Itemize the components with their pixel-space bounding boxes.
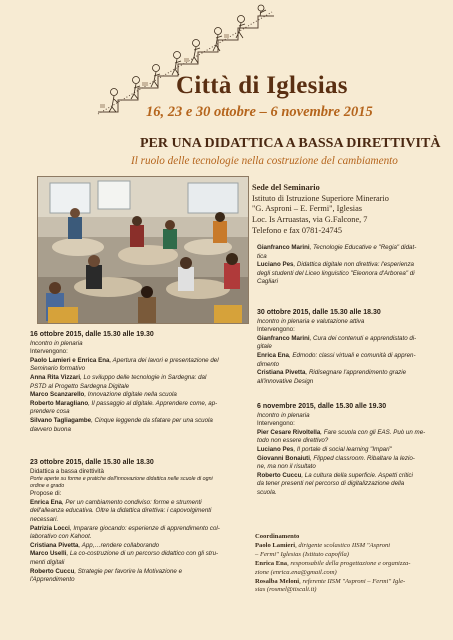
talk-title: ne, ma non il risultato <box>257 463 316 471</box>
speaker-name: Silvano Tagliagambe <box>30 416 92 424</box>
coordinator-role: , responsabile della progettazione e organizza- <box>287 559 411 567</box>
talk-title: menti digitali <box>30 558 65 566</box>
talk-title: , Fare scuola con gli EAS. Può un me- <box>320 428 426 436</box>
session-subtitle: Propose di: <box>30 490 62 498</box>
talk-title: todo non essere direttivo? <box>257 437 329 445</box>
speaker-name: Roberto Cuccu <box>257 471 302 479</box>
talk-title: dimento <box>257 360 280 368</box>
coordinator-role: , dirigente scolastico IISM "Asproni <box>295 541 391 549</box>
talk-title: Cagliari <box>257 278 278 286</box>
talk-title: , Il portale di social learning "Impari" <box>293 445 392 453</box>
talk-title: tica <box>257 252 267 260</box>
talk-title: , Cinque leggende da sfatare per una scuola <box>91 416 213 424</box>
talk-title: prendere cosa <box>30 408 70 416</box>
session-oct23 <box>30 459 245 585</box>
speaker-name: Cristiana Pivetta <box>30 541 79 549</box>
talk-title: PSTD al Progetto Sardegna Digitale <box>30 382 130 390</box>
talk-title: , Edmodo: classi virtuali e comunità di appren- <box>288 351 416 359</box>
talk-title: dell'alleanza educativa. Oltre la didattica direttiva: i capovolgimenti <box>30 507 212 515</box>
session-nov6 <box>257 403 447 498</box>
coordinator-name: Rosalba Meloni <box>255 577 300 585</box>
talk-title: davvero buona <box>30 425 71 433</box>
speaker-name: Marco Scanzarello <box>30 391 85 399</box>
seat-line: Telefono e fax 0781-24745 <box>252 225 342 235</box>
speaker-name: Paolo Lamieri e Enrica Ena <box>30 356 110 364</box>
speaker-name: Enrica Ena <box>30 498 62 506</box>
speaker-name: Patrizia Locci <box>30 524 70 532</box>
speaker-name: Luciano Pes <box>257 445 294 453</box>
session-oct16 <box>30 331 245 434</box>
coordinator-name: Paolo Lamieri <box>255 541 296 549</box>
classroom-photo <box>37 176 249 324</box>
coordinator-name: Enrica Ena <box>255 559 288 567</box>
talk-title: , Imparare giocando: esperienze di apprendimento col- <box>69 524 220 532</box>
session-subtitle: Didattica a bassa direttività <box>30 467 104 475</box>
talk-title: gitale <box>257 343 272 351</box>
talk-title: , Tecnologie Educative e "Regia" didat- <box>309 244 417 251</box>
speaker-name: Roberto Maragliano <box>30 399 89 407</box>
intro-block <box>257 244 447 287</box>
coordinator-email: sias (rosmel@tiscali.it) <box>255 586 317 594</box>
speaker-name: Pier Cesare Rivoltella <box>257 428 321 436</box>
session-oct30 <box>257 309 447 386</box>
talk-title: l'Apprendimento <box>30 576 75 584</box>
speaker-name: Gianfranco Marini <box>257 244 310 251</box>
seat-info <box>252 183 442 237</box>
coordinator-email: zione (enrica.ena@gmail.com) <box>255 568 337 576</box>
coordinator-role: , referente IISM "Asproni – Fermi" Igle- <box>299 577 406 585</box>
coordinator-role: – Fermi" Iglesias (Istituto capofila) <box>255 550 349 558</box>
talk-title: da tener presenti nel percorso di digitalizzazione della <box>257 480 405 488</box>
talk-title: all'innovative Design <box>257 377 314 385</box>
speaker-name: Anna Rita Vizzari <box>30 373 81 381</box>
talk-title: , Innovazione digitale nella scuola <box>84 391 177 399</box>
seat-line: "G. Asproni – E. Fermi", Iglesias <box>252 204 363 214</box>
seat-line: Istituto di Istruzione Superiore Minerario <box>252 193 389 203</box>
speaker-name: Gianfranco Marini <box>257 334 310 342</box>
speaker-name: Giovanni Bonaiuti <box>257 454 310 462</box>
talk-title: scuola. <box>257 488 277 496</box>
talk-title: , Flipped classroom. Ribaltare la lezio- <box>309 454 415 462</box>
speaker-name: Luciano Pes <box>257 261 294 269</box>
session-subtitle: Incontro in plenaria <box>30 339 83 347</box>
talk-title: , Per un cambiamento condiviso: forme e strumenti <box>61 498 202 506</box>
event-dates: 16, 23 e 30 ottobre – 6 novembre 2015 <box>146 104 373 120</box>
session-heading: 30 ottobre 2015, dalle 15.30 alle 18.30 <box>257 309 381 316</box>
speaker-name: Enrica Ena <box>257 351 289 359</box>
talk-title: , Cura dei contenuti e apprendistato di- <box>309 334 417 342</box>
page-title: Città di Iglesias <box>176 72 348 99</box>
talk-title: , App,…rendere collaborando <box>78 541 160 549</box>
session-note: ordine e grado <box>30 483 65 490</box>
coordination-title: Coordinamento <box>255 533 300 540</box>
session-note: Porte aperte su forme e pratiche dell'innovazione didattica nelle scuole di ogni <box>30 476 213 483</box>
talk-title: , La cultura della superficie. Aspetti critici <box>301 471 413 479</box>
talk-title: , Didattica digitale non direttiva: l'esperienza <box>293 261 414 269</box>
session-subtitle: Intervengono: <box>30 348 68 356</box>
talk-title: , Ridisegnare l'apprendimento grazie <box>305 369 407 377</box>
speaker-name: Roberto Cuccu <box>30 567 75 575</box>
session-heading: 23 ottobre 2015, dalle 15.30 alle 18.30 <box>30 459 154 466</box>
session-heading: 16 ottobre 2015, dalle 15.30 alle 19.30 <box>30 331 154 338</box>
session-subtitle: Incontro in plenaria <box>257 411 310 419</box>
talk-title: Seminario formativo <box>30 365 86 373</box>
seminar-subheadline: Il ruolo delle tecnologie nella costruzione del cambiamento <box>131 155 398 167</box>
talk-title: necessari. <box>30 515 59 523</box>
coordination-block <box>255 533 445 595</box>
session-subtitle: Intervengono: <box>257 326 295 334</box>
talk-title: , La co-costruzione di un percorso didattico con gli stru- <box>66 550 219 558</box>
talk-title: , Apertura dei lavori e presentazione del <box>109 356 219 364</box>
session-heading: 6 novembre 2015, dalle 15.30 alle 19.30 <box>257 403 387 410</box>
talk-title: laborativo con Kahoot. <box>30 533 92 541</box>
talk-title: degli studenti del Liceo linguistico "Eleonora d'Arborea" di <box>257 269 415 277</box>
speaker-name: Cristiana Pivetta <box>257 369 306 377</box>
session-subtitle: Incontro in plenaria e valutazione attiva <box>257 317 365 325</box>
speaker-name: Marco Uselli <box>30 550 67 558</box>
talk-title: , Lo sviluppo delle tecnologie in Sardegna: dal <box>80 373 207 381</box>
seat-line: Loc. Is Arruastas, via G.Falcone, 7 <box>252 215 368 225</box>
session-subtitle: Intervengono: <box>257 420 295 428</box>
seminar-headline: PER UNA DIDATTICA A BASSA DIRETTIVITÀ <box>140 136 441 151</box>
talk-title: , Strategie per favorire la Motivazione e <box>74 567 183 575</box>
talk-title: , Il passaggio al digitale. Apprendere come, ap- <box>88 399 218 407</box>
seat-title: Sede del Seminario <box>252 183 320 192</box>
